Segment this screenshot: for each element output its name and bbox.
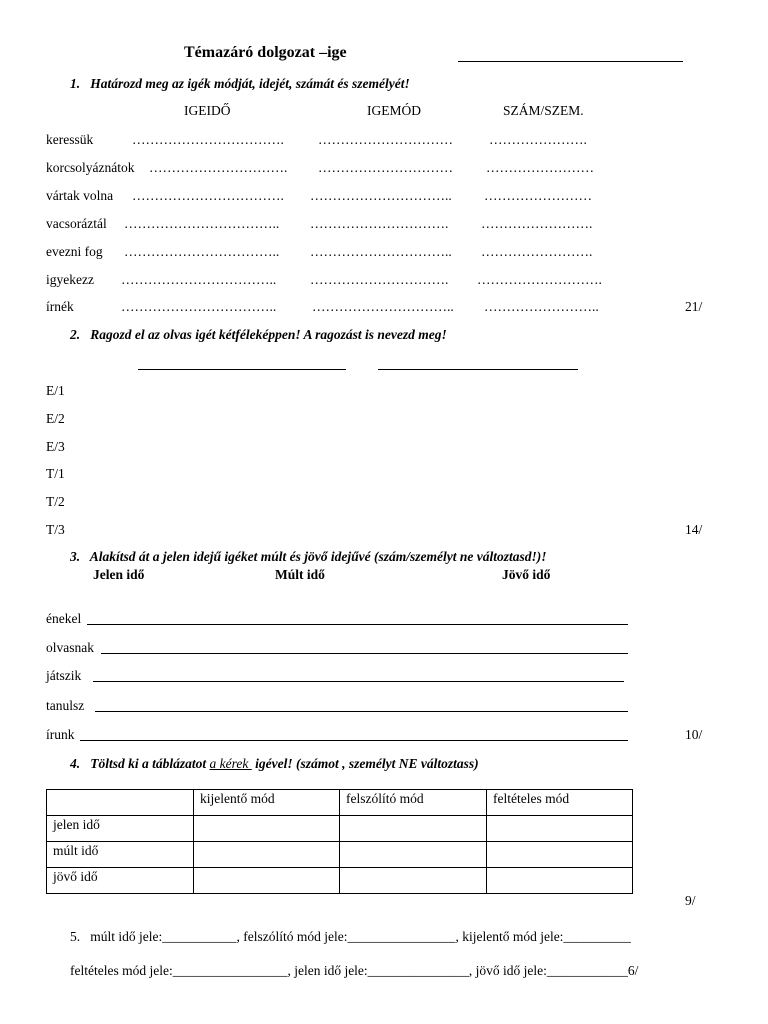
task3-answer-line[interactable] (95, 711, 628, 712)
task1-fill-mood[interactable]: …………………………. (310, 216, 449, 231)
task1-fill-person[interactable]: ………………………. (477, 272, 602, 287)
task1-col-szamszem: SZÁM/SZEM. (503, 103, 584, 118)
task1-verb-keressuk: keressük (46, 132, 94, 147)
task1-fill-person[interactable]: …………………… (484, 188, 592, 203)
task1-fill-tense[interactable]: …………………………….. (124, 244, 280, 259)
table-col-header: felszólító mód (340, 790, 487, 816)
task1-instruction: 1. Határozd meg az igék módját, idejét, számát és személyét! (70, 76, 410, 91)
table-row (47, 868, 633, 894)
task1-fill-mood[interactable]: ………………………….. (310, 188, 452, 203)
task1-fill-tense[interactable]: ……………………………. (132, 188, 284, 203)
task3-header-past: Múlt idő (275, 567, 325, 582)
task1-verb-igyekezz: igyekezz (46, 272, 94, 287)
task1-fill-tense[interactable]: ……………………………. (132, 132, 284, 147)
task1-verb-vacsoraztal: vacsoráztál (46, 216, 107, 231)
table-row-header: múlt idő (47, 842, 194, 868)
task5-line1[interactable]: 5. múlt idő jele:___________, felszólító mód jele:________________, kijelentő mód jele:__________ (70, 929, 631, 944)
task3-answer-line[interactable] (101, 653, 628, 654)
table-col-header: kijelentő mód (194, 790, 340, 816)
task1-fill-tense[interactable]: …………………………….. (124, 216, 280, 231)
task1-verb-korcsolyaznatok: korcsolyáznátok (46, 160, 135, 175)
task3-verb: tanulsz (46, 698, 85, 713)
table-answer-cell[interactable] (194, 842, 340, 868)
task5-line2[interactable]: feltételes mód jele:_________________, jelen idő jele:_______________, jövő idő jele:____________6/ (70, 963, 639, 978)
task3-verb: olvasnak (46, 640, 94, 655)
table-answer-cell[interactable] (340, 816, 487, 842)
person-label: T/2 (46, 494, 65, 509)
person-label: E/2 (46, 411, 65, 426)
table-answer-cell[interactable] (487, 868, 633, 894)
task2-instruction: 2. Ragozd el az olvas igét kétféleképpen! A ragozást is nevezd meg! (70, 327, 447, 342)
task3-verb: írunk (46, 727, 75, 742)
task1-verb-irnek: írnék (46, 299, 74, 314)
page-title: Témazáró dolgozat –ige (184, 44, 347, 61)
task4-score: 9/ (685, 893, 696, 908)
conjugation-name-line-2[interactable] (378, 369, 578, 370)
task4-instruction-prefix: 4. Töltsd ki a táblázatot (70, 756, 210, 771)
table-col-header: feltételes mód (487, 790, 633, 816)
task1-fill-person[interactable]: …………………. (489, 132, 587, 147)
task1-fill-mood[interactable]: ………………………….. (310, 244, 452, 259)
task3-answer-line[interactable] (80, 740, 628, 741)
task3-score: 10/ (685, 727, 703, 742)
task3-verb: játszik (46, 668, 82, 683)
task1-fill-person[interactable]: …………………… (486, 160, 594, 175)
table-row-header: jövő idő (47, 868, 194, 894)
table-row (47, 816, 633, 842)
table-answer-cell[interactable] (487, 842, 633, 868)
table-answer-cell[interactable] (194, 868, 340, 894)
task1-fill-mood[interactable]: ………………………….. (312, 299, 454, 314)
table-header-row (47, 790, 633, 816)
task4-verb-kerek: a kérek (209, 756, 252, 771)
task1-fill-person[interactable]: ……………………. (481, 216, 593, 231)
person-label: T/3 (46, 522, 65, 537)
task1-fill-tense[interactable]: …………………………. (149, 160, 288, 175)
task3-header-future: Jövő idő (502, 567, 551, 582)
name-line[interactable] (458, 61, 683, 62)
table-answer-cell[interactable] (340, 842, 487, 868)
task1-fill-mood[interactable]: …………………………. (310, 272, 449, 287)
table-row (47, 842, 633, 868)
task1-score: 21/ (685, 299, 703, 314)
task3-answer-line[interactable] (87, 624, 628, 625)
table-row-header: jelen idő (47, 816, 194, 842)
task1-fill-tense[interactable]: …………………………….. (121, 299, 277, 314)
task1-fill-person[interactable]: …………………….. (484, 299, 599, 314)
task1-fill-person[interactable]: ……………………. (481, 244, 593, 259)
person-label: T/1 (46, 466, 65, 481)
table-answer-cell[interactable] (340, 868, 487, 894)
task3-header-present: Jelen idő (93, 567, 145, 582)
table-corner-cell (47, 790, 194, 816)
task3-instruction: 3. Alakítsd át a jelen idejű igéket múlt és jövő idejűvé (szám/személyt ne változtasd!)! (70, 549, 547, 564)
task4-instruction (70, 756, 479, 772)
task4-instruction-suffix: igével! (számot , személyt NE változtass) (251, 756, 479, 771)
table-answer-cell[interactable] (194, 816, 340, 842)
task2-score: 14/ (685, 522, 703, 537)
task1-col-igeido: IGEIDŐ (184, 103, 231, 118)
task1-verb-evezni-fog: evezni fog (46, 244, 103, 259)
person-label: E/1 (46, 383, 65, 398)
task3-answer-line[interactable] (93, 681, 624, 682)
table-answer-cell[interactable] (487, 816, 633, 842)
task1-fill-mood[interactable]: ………………………… (318, 132, 453, 147)
task4-table (46, 789, 633, 894)
task1-fill-tense[interactable]: …………………………….. (121, 272, 277, 287)
task1-fill-mood[interactable]: ………………………… (318, 160, 453, 175)
task1-col-igemod: IGEMÓD (367, 103, 421, 118)
person-label: E/3 (46, 439, 65, 454)
task3-verb: énekel (46, 611, 82, 626)
task1-verb-vartak-volna: vártak volna (46, 188, 114, 203)
conjugation-name-line-1[interactable] (138, 369, 346, 370)
